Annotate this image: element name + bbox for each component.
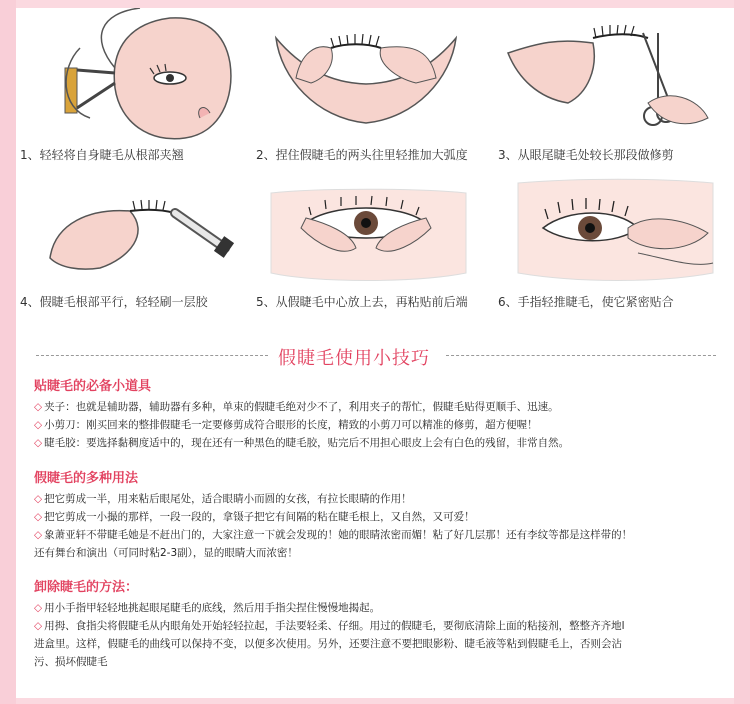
- title-divider-left: [36, 355, 268, 356]
- step-3: [498, 8, 738, 162]
- tips-title: 假睫毛使用小技巧: [278, 348, 430, 369]
- step-6-illustration: [498, 173, 728, 293]
- section-removal: [34, 576, 724, 671]
- step-5: [256, 173, 496, 323]
- step-3-caption: 3、从眼尾睫毛处较长那段做修剪: [498, 148, 674, 162]
- section-heading: 贴睫毛的必备小道具: [34, 379, 152, 394]
- step-4-illustration: [20, 173, 250, 293]
- diamond-bullet-icon: ◇: [34, 529, 43, 541]
- step-5-illustration: [256, 173, 486, 293]
- step-2-caption: 2、捏住假睫毛的两头往里轻推加大弧度: [256, 148, 468, 162]
- diamond-bullet-icon: ◇: [34, 419, 43, 431]
- tip-line: ◇ 夹子：也就是辅助器，辅助器有多种，单束的假睫毛绝对少不了，利用夹子的帮忙，假睫毛贴得更顺手、迅速。: [34, 401, 559, 413]
- diamond-bullet-icon: ◇: [34, 437, 43, 449]
- section-heading: 卸除睫毛的方法：: [34, 580, 139, 595]
- content-panel: [16, 8, 734, 698]
- tip-line: ◇ 小剪刀：刚买回来的整排假睫毛一定要修剪成符合眼形的长度，精致的小剪刀可以精准的修剪，超方便喔！: [34, 419, 538, 431]
- tips-title-row: [36, 342, 716, 368]
- diamond-bullet-icon: ◇: [34, 602, 43, 614]
- bottom-pink-border: [16, 698, 734, 704]
- top-pink-border: [16, 0, 734, 8]
- tip-line: 还有舞台和演出（可同时粘2-3副），显的眼睛大而浓密！: [34, 547, 298, 559]
- tip-line: 进盒里。这样，假睫毛的曲线可以保持不变，以便多次使用。另外，还要注意不要把眼影粉、睫毛液等粘到假睫毛上，否则会沾: [34, 638, 622, 650]
- tip-line: ◇ 睫毛胶：要选择黏稠度适中的，现在还有一种黑色的睫毛胶，贴完后不用担心眼皮上会有白色的残留，非常自然。: [34, 437, 570, 449]
- diamond-bullet-icon: ◇: [34, 620, 43, 632]
- diamond-bullet-icon: ◇: [34, 511, 43, 523]
- diamond-bullet-icon: ◇: [34, 493, 43, 505]
- step-4: [20, 173, 260, 323]
- tip-line: 污、损坏假睫毛: [34, 656, 108, 668]
- tip-line: ◇ 用小手指甲轻轻地挑起眼尾睫毛的底线，然后用手指尖捏住慢慢地揭起。: [34, 602, 381, 614]
- tip-line: ◇ 象萧亚轩不带睫毛她是不赶出门的，大家注意一下就会发现的！她的眼睛浓密而媚！粘了好几层那！还有李纹等都是这样带的！: [34, 529, 633, 541]
- step-2-illustration: [256, 8, 486, 148]
- title-divider-right: [446, 355, 716, 356]
- section-tools: [34, 375, 724, 452]
- tip-line: ◇ 用拇、食指尖将假睫毛从内眼角处开始轻轻拉起，手法要轻柔、仔细。用过的假睫毛，要彻底清除上面的粘接剂，整整齐齐地l: [34, 620, 625, 632]
- left-pink-border: [0, 0, 16, 704]
- step-5-caption: 5、从假睫毛中心放上去，再粘贴前后端: [256, 295, 468, 309]
- step-1-illustration: [20, 8, 250, 148]
- step-1: [20, 8, 260, 162]
- step-1-caption: 1、轻轻将自身睫毛从根部夹翘: [20, 148, 184, 162]
- step-6: [498, 173, 738, 323]
- step-4-caption: 4、假睫毛根部平行，轻轻刷一层胶: [20, 295, 208, 309]
- step-2: [256, 8, 496, 162]
- section-heading: 假睫毛的多种用法: [34, 471, 139, 486]
- tip-line: ◇ 把它剪成一半，用来粘后眼尾处，适合眼睛小而圆的女孩，有拉长眼睛的作用！: [34, 493, 412, 505]
- diamond-bullet-icon: ◇: [34, 401, 43, 413]
- section-usages: [34, 467, 724, 562]
- step-6-caption: 6、手指轻推睫毛，使它紧密贴合: [498, 295, 674, 309]
- step-3-illustration: [498, 8, 728, 148]
- tip-line: ◇ 把它剪成一小撮的那样，一段一段的，拿镊子把它有间隔的粘在睫毛根上，又自然，又可爱！: [34, 511, 475, 523]
